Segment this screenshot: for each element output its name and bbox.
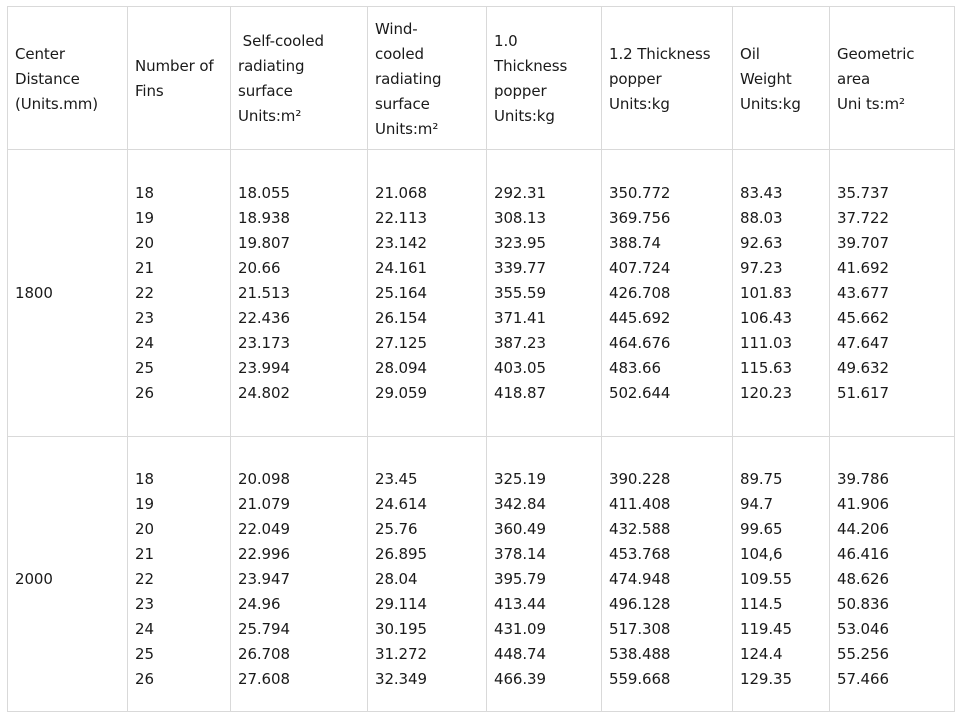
cell-value: 24 [135,619,154,638]
cell-value: 371.41 [494,308,546,327]
cell-value: 57.466 [837,669,889,688]
cell-value: 22.049 [238,519,290,538]
cell-value: 453.768 [609,544,671,563]
cell-value: 403.05 [494,358,546,377]
cell-value: 24.96 [238,594,281,613]
table-body [8,150,955,712]
value-list [238,181,367,406]
table-row [8,150,955,437]
cell-value: 37.722 [837,208,889,227]
value-list [135,181,230,406]
cell-value: 83.43 [740,183,783,202]
cell-value: 26 [135,383,154,402]
cell-value: 22 [135,569,154,588]
cell-value: 411.408 [609,494,671,513]
center-distance-cell: 2000 [8,437,128,712]
cell-value: 466.39 [494,669,546,688]
value-list [135,467,230,692]
cell-value: 88.03 [740,208,783,227]
table-row [8,437,955,712]
cell-value: 559.668 [609,669,671,688]
cell-value: 25.794 [238,619,290,638]
cell-value: 35.737 [837,183,889,202]
fins-values-cell [128,150,231,437]
cell-value: 32.349 [375,669,427,688]
value-list [740,181,829,406]
value-list [375,467,486,692]
cell-value: 28.094 [375,358,427,377]
cell-value: 24.802 [238,383,290,402]
cell-value: 25.164 [375,283,427,302]
thickness-1-2-values-cell [602,150,733,437]
thickness-1-2-values-cell [602,437,733,712]
cell-value: 464.676 [609,333,671,352]
cell-value: 92.63 [740,233,783,252]
header-1-2-thickness: 1.2 Thickness popper Units:kg [602,7,733,150]
cell-value: 496.128 [609,594,671,613]
cell-value: 25 [135,644,154,663]
cell-value: 115.63 [740,358,792,377]
cell-value: 26 [135,669,154,688]
cell-value: 26.895 [375,544,427,563]
cell-value: 355.59 [494,283,546,302]
cell-value: 26.154 [375,308,427,327]
thickness-1-0-values-cell [487,437,602,712]
cell-value: 21.079 [238,494,290,513]
cell-value: 47.647 [837,333,889,352]
cell-value: 44.206 [837,519,889,538]
header-oil-weight: Oil Weight Units:kg [733,7,830,150]
value-list [494,467,601,692]
cell-value: 45.662 [837,308,889,327]
cell-value: 431.09 [494,619,546,638]
cell-value: 20 [135,233,154,252]
cell-value: 350.772 [609,183,671,202]
cell-value: 120.23 [740,383,792,402]
cell-value: 325.19 [494,469,546,488]
header-center-distance: Center Distance (Units.mm) [8,7,128,150]
cell-value: 22.996 [238,544,290,563]
cell-value: 339.77 [494,258,546,277]
cell-value: 19 [135,208,154,227]
cell-value: 46.416 [837,544,889,563]
header-self-cooled-surface: Self-cooled radiating surface Units:m² [231,7,368,150]
cell-value: 29.114 [375,594,427,613]
geometric-area-values-cell [830,150,955,437]
oil-weight-values-cell [733,150,830,437]
cell-value: 20.098 [238,469,290,488]
cell-value: 55.256 [837,644,889,663]
cell-value: 378.14 [494,544,546,563]
cell-value: 448.74 [494,644,546,663]
cell-value: 97.23 [740,258,783,277]
geometric-area-values-cell [830,437,955,712]
cell-value: 502.644 [609,383,671,402]
cell-value: 517.308 [609,619,671,638]
cell-value: 23.994 [238,358,290,377]
cell-value: 28.04 [375,569,418,588]
cell-value: 124.4 [740,644,783,663]
header-wind-cooled-surface: Wind- cooled radiating surface Units:m² [368,7,487,150]
cell-value: 41.906 [837,494,889,513]
cell-value: 43.677 [837,283,889,302]
cell-value: 388.74 [609,233,661,252]
cell-value: 445.692 [609,308,671,327]
table-header [8,7,955,150]
cell-value: 111.03 [740,333,792,352]
value-list [837,467,954,692]
cell-value: 342.84 [494,494,546,513]
cell-value: 24.614 [375,494,427,513]
cell-value: 474.948 [609,569,671,588]
cell-value: 23.45 [375,469,418,488]
cell-value: 23.947 [238,569,290,588]
cell-value: 23.142 [375,233,427,252]
cell-value: 18.055 [238,183,290,202]
cell-value: 49.632 [837,358,889,377]
cell-value: 29.059 [375,383,427,402]
cell-value: 106.43 [740,308,792,327]
cell-value: 21.068 [375,183,427,202]
cell-value: 24 [135,333,154,352]
cell-value: 99.65 [740,519,783,538]
cell-value: 20.66 [238,258,281,277]
radiator-spec-table [7,6,955,712]
cell-value: 48.626 [837,569,889,588]
value-list [238,467,367,692]
cell-value: 390.228 [609,469,671,488]
cell-value: 413.44 [494,594,546,613]
cell-value: 23 [135,308,154,327]
self-cooled-values-cell [231,150,368,437]
cell-value: 30.195 [375,619,427,638]
cell-value: 104,6 [740,544,783,563]
cell-value: 23 [135,594,154,613]
wind-cooled-values-cell [368,437,487,712]
fins-values-cell [128,437,231,712]
cell-value: 21 [135,258,154,277]
cell-value: 483.66 [609,358,661,377]
cell-value: 101.83 [740,283,792,302]
thickness-1-0-values-cell [487,150,602,437]
cell-value: 22.436 [238,308,290,327]
value-list [609,181,732,406]
cell-value: 20 [135,519,154,538]
cell-value: 94.7 [740,494,773,513]
cell-value: 39.786 [837,469,889,488]
cell-value: 538.488 [609,644,671,663]
cell-value: 23.173 [238,333,290,352]
cell-value: 31.272 [375,644,427,663]
header-1-0-thickness: 1.0 Thickness popper Units:kg [487,7,602,150]
cell-value: 21 [135,544,154,563]
oil-weight-values-cell [733,437,830,712]
cell-value: 21.513 [238,283,290,302]
header-row [8,7,955,150]
cell-value: 432.588 [609,519,671,538]
cell-value: 369.756 [609,208,671,227]
value-list [837,181,954,406]
value-list [494,181,601,406]
cell-value: 18.938 [238,208,290,227]
cell-value: 109.55 [740,569,792,588]
value-list [609,467,732,692]
cell-value: 27.608 [238,669,290,688]
cell-value: 119.45 [740,619,792,638]
wind-cooled-values-cell [368,150,487,437]
cell-value: 22 [135,283,154,302]
cell-value: 323.95 [494,233,546,252]
cell-value: 395.79 [494,569,546,588]
cell-value: 418.87 [494,383,546,402]
cell-value: 39.707 [837,233,889,252]
cell-value: 129.35 [740,669,792,688]
cell-value: 19 [135,494,154,513]
cell-value: 308.13 [494,208,546,227]
cell-value: 41.692 [837,258,889,277]
cell-value: 18 [135,183,154,202]
cell-value: 26.708 [238,644,290,663]
cell-value: 292.31 [494,183,546,202]
header-geometric-area: Geometric area Uni ts:m² [830,7,955,150]
cell-value: 426.708 [609,283,671,302]
value-list [740,467,829,692]
header-number-of-fins: Number of Fins [128,7,231,150]
cell-value: 50.836 [837,594,889,613]
cell-value: 27.125 [375,333,427,352]
cell-value: 18 [135,469,154,488]
cell-value: 53.046 [837,619,889,638]
cell-value: 25 [135,358,154,377]
cell-value: 22.113 [375,208,427,227]
cell-value: 19.807 [238,233,290,252]
cell-value: 407.724 [609,258,671,277]
self-cooled-values-cell [231,437,368,712]
cell-value: 24.161 [375,258,427,277]
cell-value: 51.617 [837,383,889,402]
value-list [375,181,486,406]
cell-value: 360.49 [494,519,546,538]
cell-value: 25.76 [375,519,418,538]
cell-value: 114.5 [740,594,783,613]
cell-value: 89.75 [740,469,783,488]
center-distance-cell: 1800 [8,150,128,437]
cell-value: 387.23 [494,333,546,352]
